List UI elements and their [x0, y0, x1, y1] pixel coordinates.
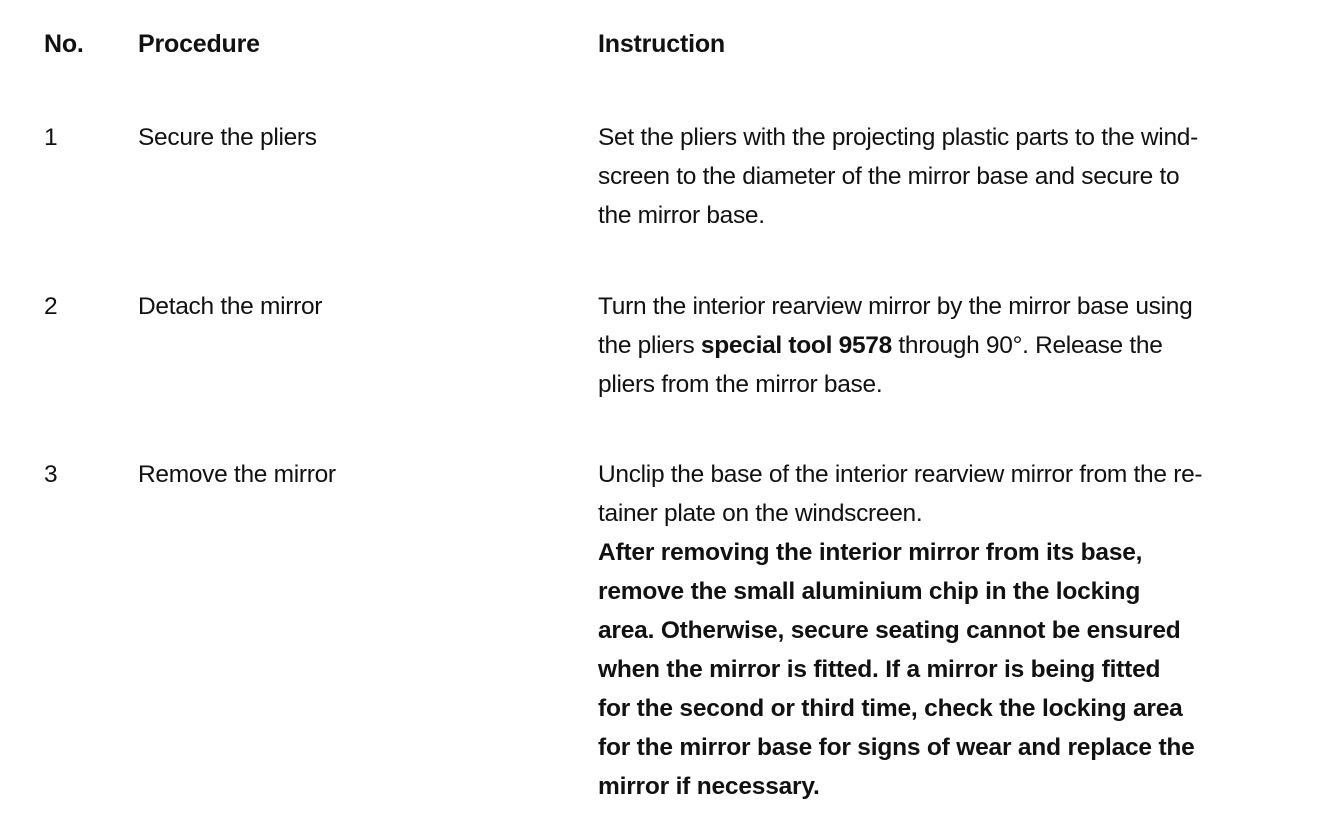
step-procedure: Remove the mirror — [138, 461, 336, 488]
step-instruction — [598, 118, 1318, 235]
warning-line: After removing the interior mirror from its base, — [598, 539, 1143, 566]
header-instruction: Instruction — [598, 30, 725, 58]
instruction-line: the mirror base. — [598, 202, 765, 229]
step-number: 1 — [44, 124, 58, 151]
header-no: No. — [44, 30, 84, 58]
warning-line: for the second or third time, check the locking area — [598, 695, 1183, 722]
step-number: 2 — [44, 293, 58, 320]
warning-line: mirror if necessary. — [598, 773, 820, 800]
warning-line: when the mirror is fitted. If a mirror is being fitted — [598, 656, 1161, 683]
instruction-line: Turn the interior rearview mirror by the mirror base using — [598, 293, 1193, 320]
warning-line: for the mirror base for signs of wear and replace the — [598, 734, 1195, 761]
special-tool-reference: special tool 9578 — [700, 332, 892, 359]
instruction-text: the pliers — [598, 332, 701, 359]
step-procedure: Detach the mirror — [138, 293, 323, 320]
instruction-line — [598, 326, 1318, 365]
step-instruction — [598, 455, 1318, 806]
warning-line: area. Otherwise, secure seating cannot be ensured — [598, 617, 1181, 644]
warning-note — [598, 533, 1318, 806]
instruction-line: Unclip the base of the interior rearview mirror from the re- — [598, 461, 1203, 488]
step-number: 3 — [44, 461, 58, 488]
header-procedure: Procedure — [138, 30, 260, 58]
instruction-line: screen to the diameter of the mirror base and secure to — [598, 163, 1180, 190]
instruction-text: through 90°. Release the — [891, 332, 1163, 359]
instruction-line: Set the pliers with the projecting plastic parts to the wind- — [598, 124, 1198, 151]
step-instruction — [598, 287, 1318, 404]
instruction-line: pliers from the mirror base. — [598, 371, 883, 398]
step-procedure: Secure the pliers — [138, 124, 317, 151]
warning-line: remove the small aluminium chip in the locking — [598, 578, 1141, 605]
instruction-line: tainer plate on the windscreen. — [598, 500, 923, 527]
